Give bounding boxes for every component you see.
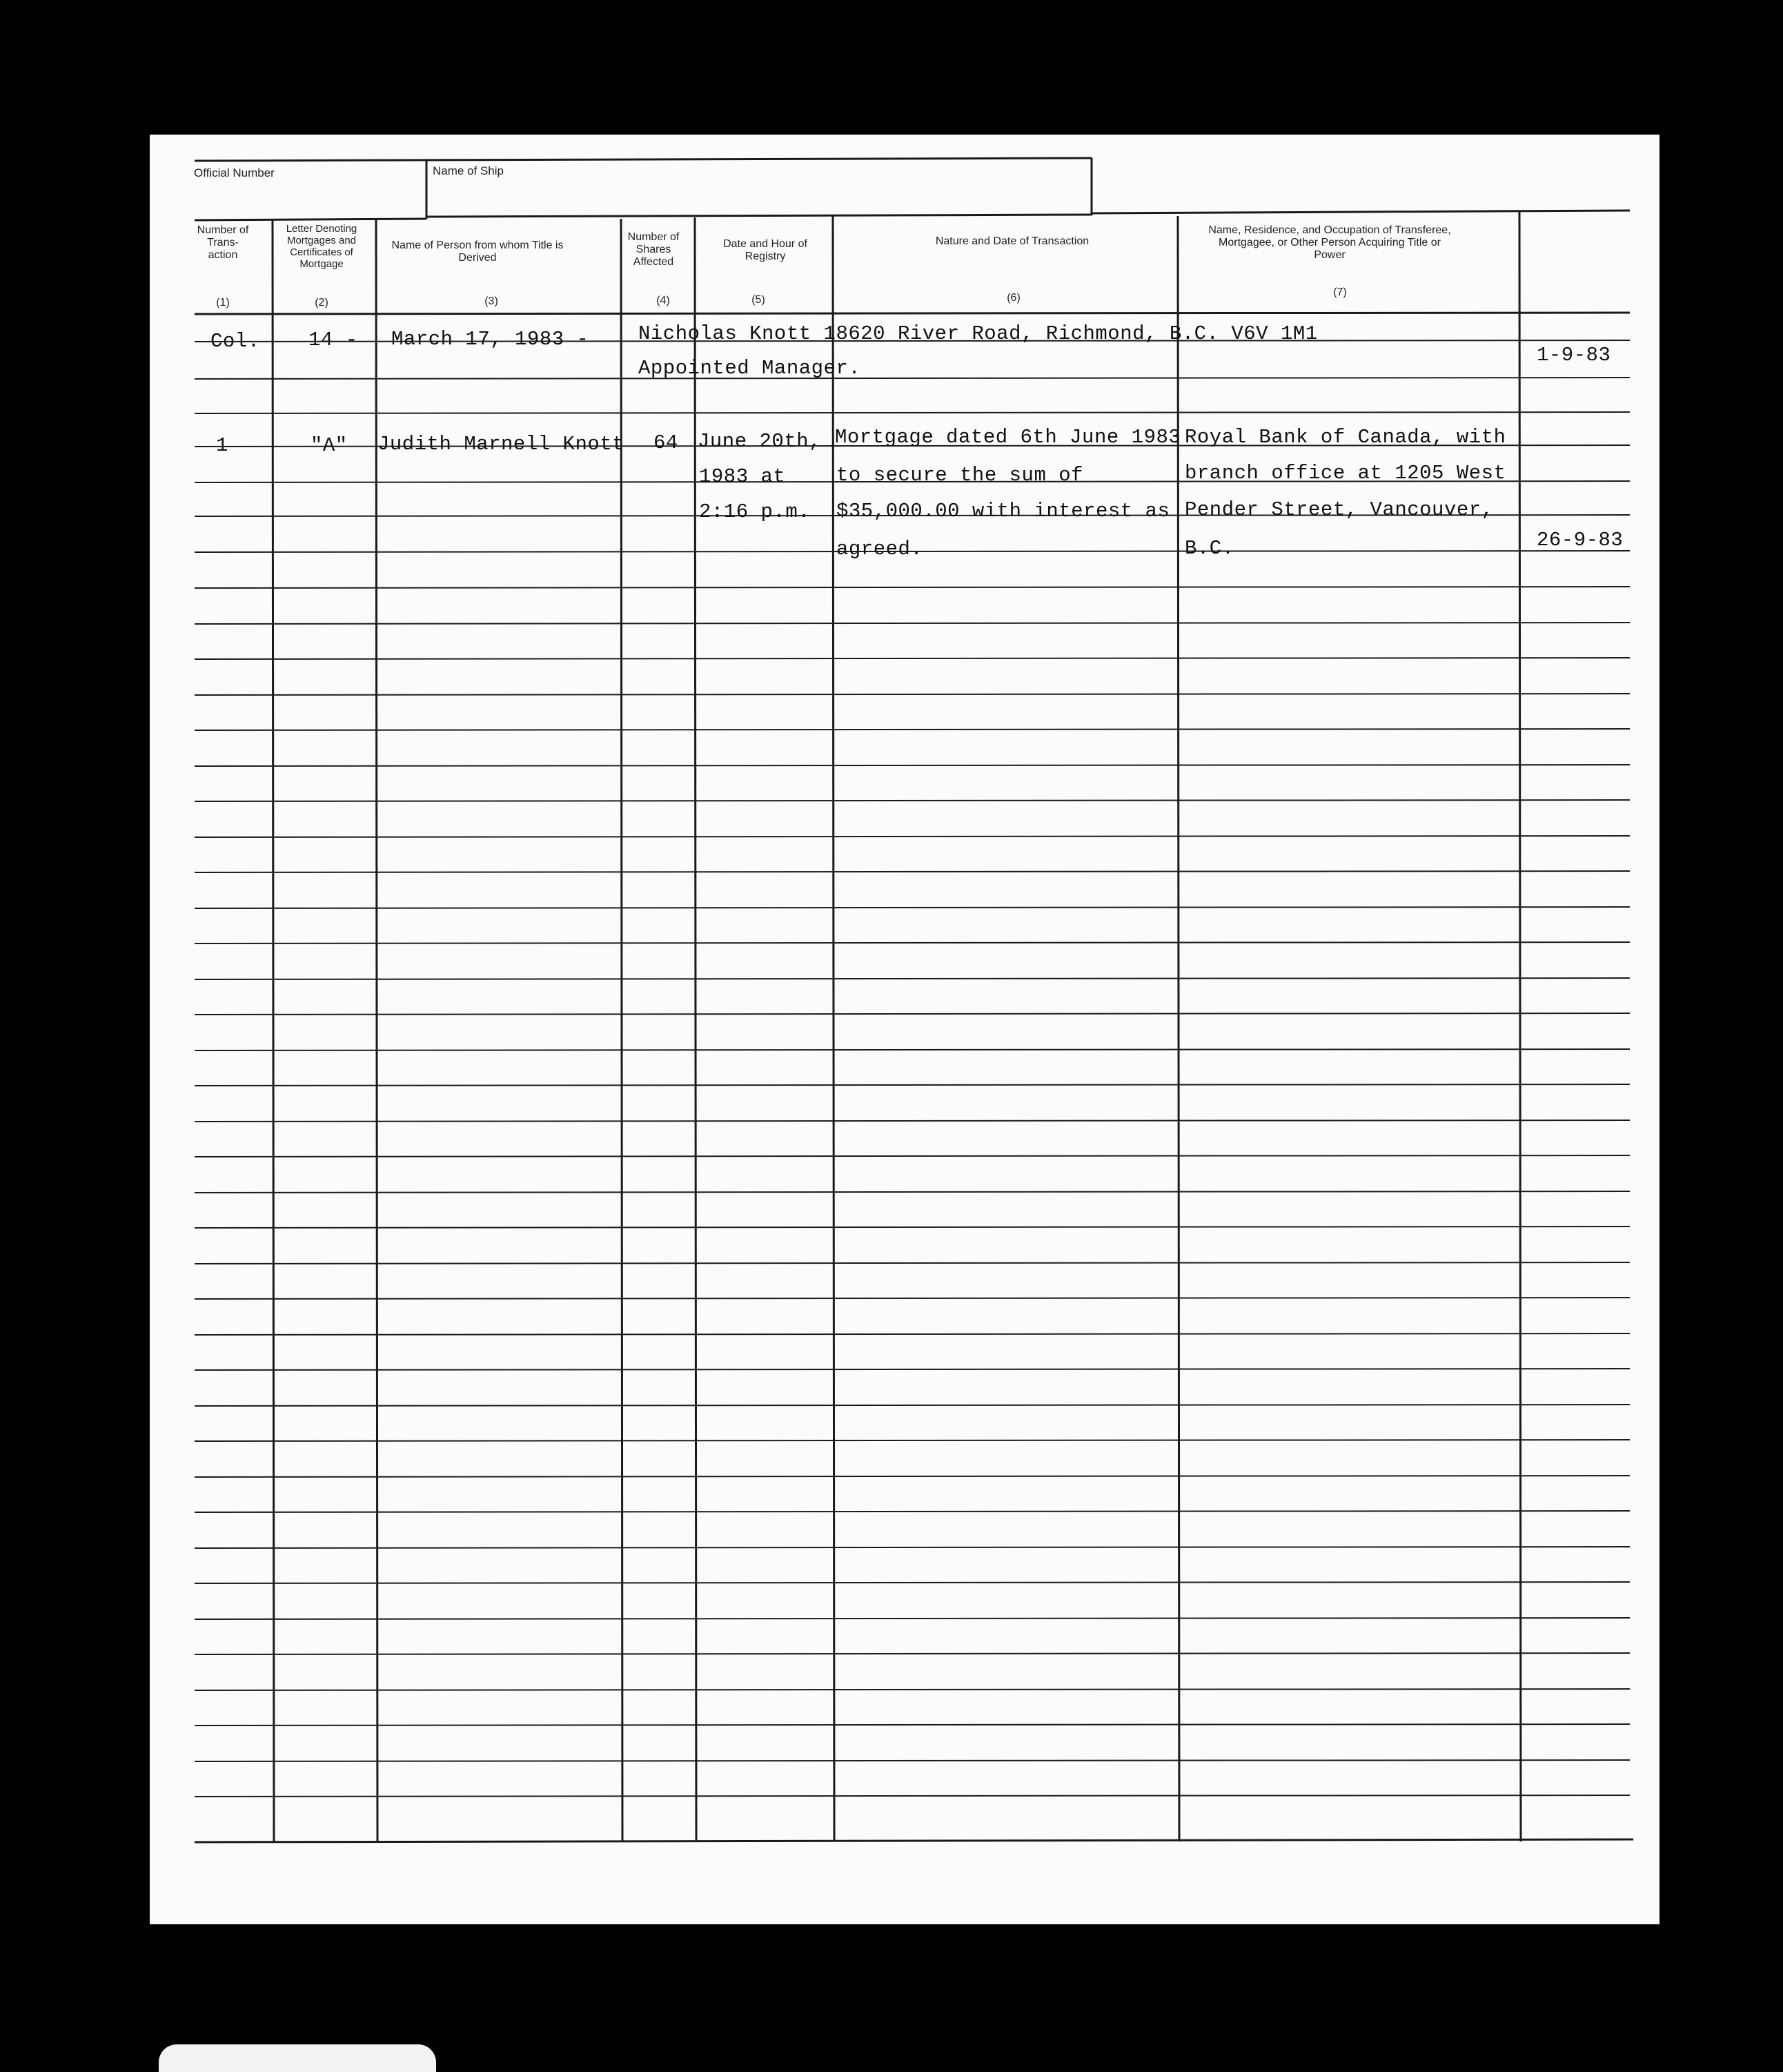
registry-line: 2:16 p.m. [699,500,811,523]
col5-header: Date and Hour of Registry [723,238,807,262]
row-rule [195,1405,1630,1406]
manager-number: 14 - [308,329,358,351]
name-of-ship-label: Name of Ship [433,164,504,177]
row-rule [195,658,1630,659]
shares-affected: 64 [653,431,678,454]
row-rule [195,1795,1630,1797]
col1-number: (1) [216,297,230,309]
register-page [150,135,1659,1924]
row-rule [195,1262,1630,1264]
row-rule [195,1155,1630,1157]
header-bottom-rule [195,313,1630,314]
row-rule [195,871,1630,872]
header-top-right-rule [1092,211,1630,213]
col3-header: Name of Person from whom Title is Derived [391,240,564,264]
mortgage-letter: "A" [311,434,348,457]
row-rule [195,1013,1630,1015]
title-derived-from: Judith Marnell Knott [377,433,625,456]
column-divider [695,217,696,1841]
registry-line: 1983 at [699,465,786,488]
col2-header: Letter Denoting Mortgages and Certificates of Mortgage [286,223,357,270]
row-rule [195,907,1630,908]
row-rule [195,1476,1630,1477]
column-divider [621,219,622,1841]
row-rule [195,978,1630,979]
row-rule [195,1760,1630,1761]
row-rule [195,1440,1630,1441]
row-rule [195,1049,1630,1050]
row-rule [195,1511,1630,1512]
official-number-label: Official Number [194,166,275,179]
mortgagee-line: Pender Street, Vancouver, [1185,498,1494,521]
row-rule [195,1226,1630,1228]
col4-header: Number of Shares Affected [627,231,680,268]
col1-header: Number of Trans- action [197,224,249,261]
manager-recorded-date: 1-9-83 [1537,344,1611,366]
mortgagee-line: Royal Bank of Canada, with [1185,426,1506,449]
col6-number: (6) [1007,292,1021,304]
form-ruling [150,135,1659,1924]
official-box-bottom-rule [195,219,426,220]
manager-col: Col. [210,330,260,353]
row-rule [195,1120,1630,1122]
ship-box-bottom-rule [426,215,1092,217]
row-rule [195,1618,1630,1619]
row-rule [195,694,1630,695]
col5-number: (5) [751,294,765,306]
nature-line: $35,000.00 with interest as [836,500,1170,522]
row-rule [195,800,1630,801]
transaction-number: 1 [216,434,228,457]
row-rule [195,729,1630,730]
row-rule [195,412,1630,413]
row-rule [195,587,1630,588]
registry-line: June 20th, [698,430,822,453]
row-rule [195,1724,1630,1726]
col4-number: (4) [656,295,670,306]
col6-header: Nature and Date of Transaction [935,235,1090,247]
row-rule [195,1084,1630,1086]
table-bottom-rule [195,1839,1633,1842]
nature-line: Mortgage dated 6th June 1983 [835,426,1181,449]
paper-tab [159,2044,436,2072]
manager-date: March 17, 1983 - [391,328,589,351]
mortgagee-line: branch office at 1205 West [1185,462,1506,485]
col7-number: (7) [1333,286,1347,298]
column-divider [376,219,377,1841]
col2-number: (2) [315,297,328,309]
col3-number: (3) [484,295,498,307]
column-divider [273,219,274,1841]
column-divider [1178,216,1179,1841]
row-rule [195,1582,1630,1583]
row-rule [195,1689,1630,1690]
row-rule [195,1369,1630,1370]
manager-name-address: Nicholas Knott 18620 River Road, Richmond, B.C. V6V 1M1 [638,322,1318,345]
row-rule [195,765,1630,766]
mortgage-recorded-date: 26-9-83 [1537,529,1624,551]
row-rule [195,1333,1630,1335]
nature-line: agreed. [836,538,923,560]
row-rule [195,1653,1630,1654]
nature-line: to secure the sum of [836,464,1084,487]
row-rule [195,623,1630,624]
col7-header: Name, Residence, and Occupation of Transferee, Mortgagee, or Other Person Acquiring Title or Power [1208,224,1451,261]
row-rule [195,1298,1630,1299]
mortgagee-line: B.C. [1185,537,1234,560]
row-rule [195,836,1630,837]
column-divider [833,216,834,1841]
column-divider [1519,211,1521,1841]
row-rule [195,1191,1630,1193]
box-top-rule [195,158,1092,161]
row-rule [195,378,1630,379]
row-rule [195,1547,1630,1548]
row-rule [195,942,1630,944]
manager-appointed: Appointed Manager. [638,357,861,380]
